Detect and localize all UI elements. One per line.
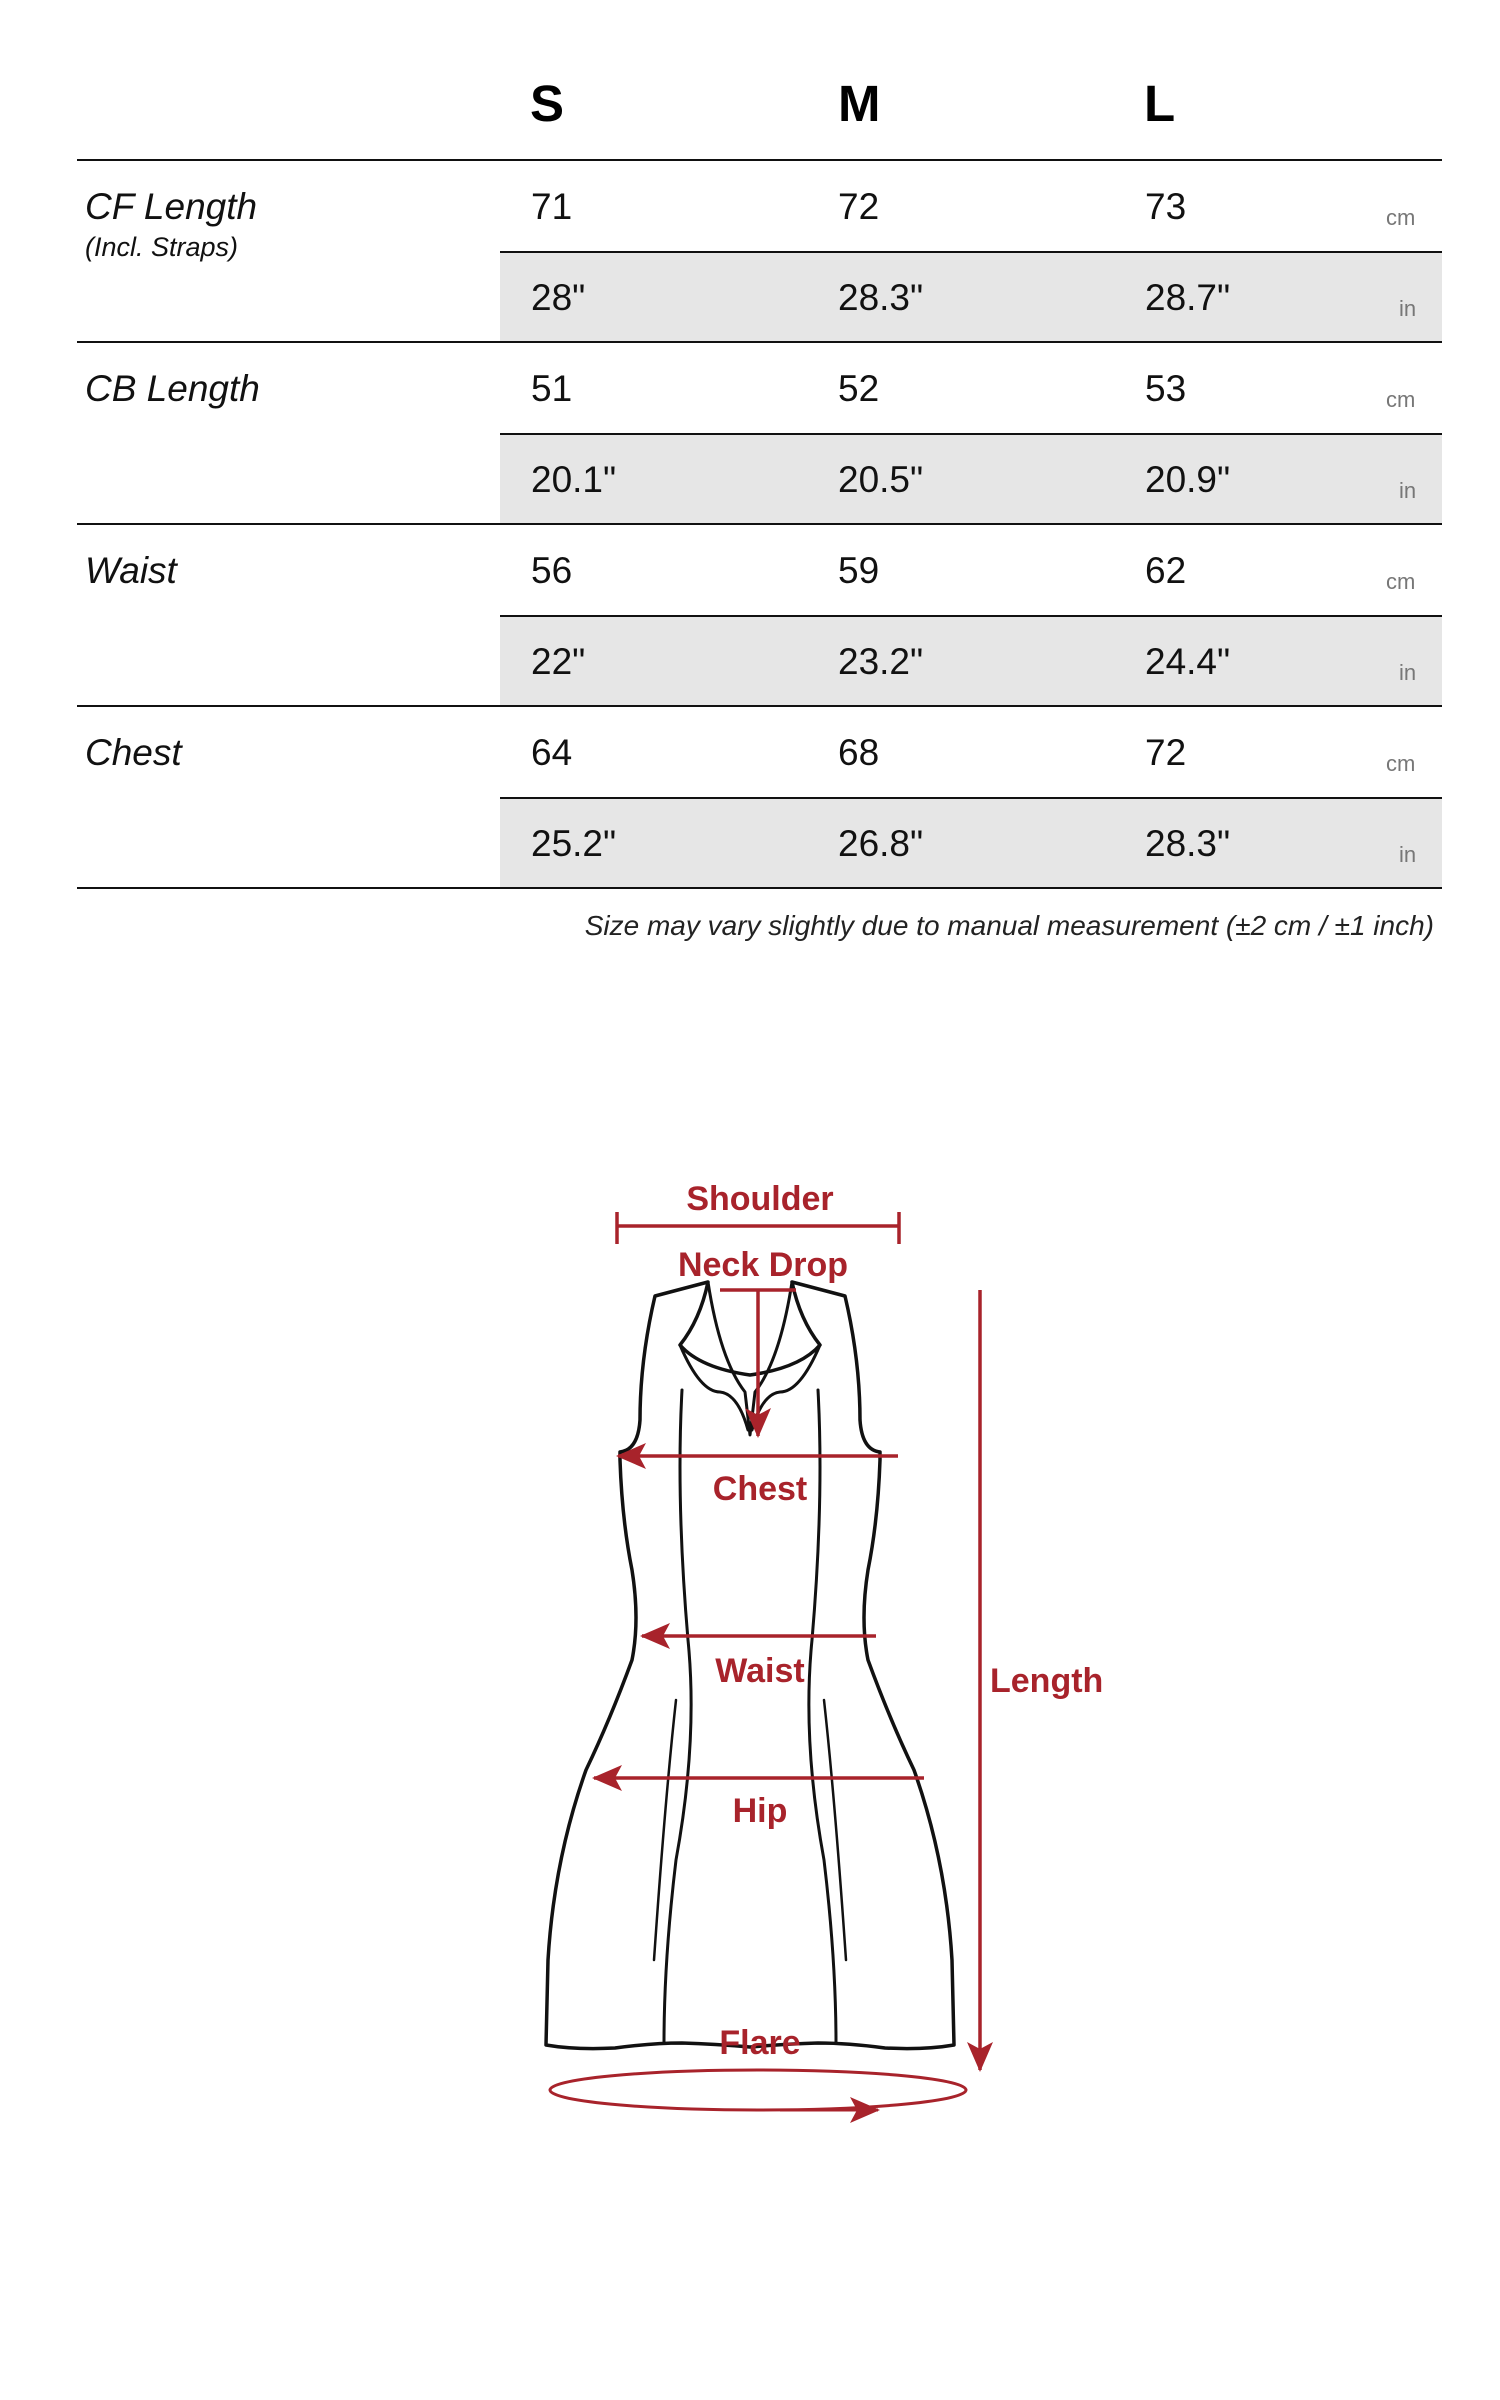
row-label-cf-length: CF Length bbox=[85, 186, 258, 227]
cell-cf-cm-l: 73 bbox=[1145, 186, 1187, 227]
unit-in: in bbox=[1399, 296, 1417, 321]
cell-cb-in-m: 20.5" bbox=[838, 459, 924, 500]
unit-in: in bbox=[1399, 478, 1417, 503]
unit-in: in bbox=[1399, 660, 1417, 685]
cell-cb-cm-s: 51 bbox=[531, 368, 573, 409]
row-sublabel-cf-length: (Incl. Straps) bbox=[85, 232, 239, 262]
size-header-l: L bbox=[1144, 75, 1176, 132]
unit-cm: cm bbox=[1386, 387, 1416, 412]
cell-cf-in-s: 28" bbox=[531, 277, 586, 318]
cell-cf-cm-m: 72 bbox=[838, 186, 880, 227]
size-header-s: S bbox=[530, 75, 565, 132]
label-waist: Waist bbox=[715, 1652, 805, 1690]
cell-waist-in-s: 22" bbox=[531, 641, 586, 682]
label-hip: Hip bbox=[732, 1792, 788, 1830]
cell-cb-cm-m: 52 bbox=[838, 368, 880, 409]
cell-chest-in-m: 26.8" bbox=[838, 823, 924, 864]
cell-cb-cm-l: 53 bbox=[1145, 368, 1187, 409]
cell-chest-in-l: 28.3" bbox=[1145, 823, 1231, 864]
cell-waist-cm-s: 56 bbox=[531, 550, 573, 591]
cell-cf-in-m: 28.3" bbox=[838, 277, 924, 318]
cell-cf-cm-s: 71 bbox=[531, 186, 573, 227]
cell-chest-cm-s: 64 bbox=[531, 732, 573, 773]
unit-in: in bbox=[1399, 842, 1417, 867]
unit-cm: cm bbox=[1386, 205, 1416, 230]
label-chest: Chest bbox=[712, 1470, 808, 1508]
cell-cf-in-l: 28.7" bbox=[1145, 277, 1231, 318]
unit-cm: cm bbox=[1386, 751, 1416, 776]
cell-chest-cm-m: 68 bbox=[838, 732, 880, 773]
cell-waist-in-m: 23.2" bbox=[838, 641, 924, 682]
cell-waist-cm-l: 62 bbox=[1145, 550, 1187, 591]
cell-cb-in-s: 20.1" bbox=[531, 459, 617, 500]
measurement-note: Size may vary slightly due to manual measurement (±2 cm / ±1 inch) bbox=[584, 910, 1434, 941]
size-header-m: M bbox=[838, 75, 881, 132]
label-flare: Flare bbox=[719, 2024, 801, 2062]
label-neck-drop: Neck Drop bbox=[677, 1246, 849, 1284]
label-length: Length bbox=[990, 1662, 1104, 1700]
label-shoulder: Shoulder bbox=[686, 1180, 834, 1218]
row-label-waist: Waist bbox=[85, 550, 177, 591]
cell-chest-in-s: 25.2" bbox=[531, 823, 617, 864]
cell-chest-cm-l: 72 bbox=[1145, 732, 1187, 773]
neck-drop-measure bbox=[720, 1290, 796, 1436]
row-label-cb-length: CB Length bbox=[85, 368, 260, 409]
cell-waist-in-l: 24.4" bbox=[1145, 641, 1231, 682]
cell-cb-in-l: 20.9" bbox=[1145, 459, 1231, 500]
flare-measure bbox=[550, 2070, 966, 2110]
unit-cm: cm bbox=[1386, 569, 1416, 594]
row-label-chest: Chest bbox=[85, 732, 182, 773]
cell-waist-cm-m: 59 bbox=[838, 550, 880, 591]
